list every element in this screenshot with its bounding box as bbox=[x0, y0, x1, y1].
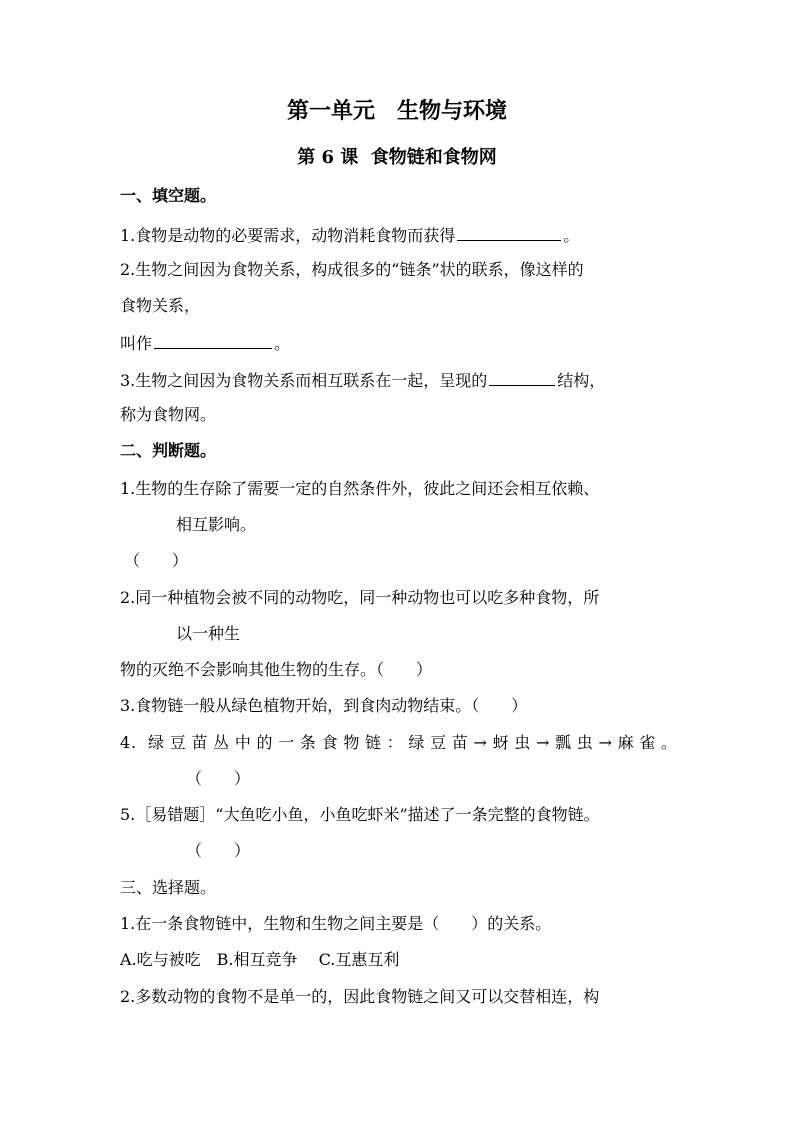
choice-question-1: 1.在一条食物链中，生物和生物之间主要是（ ）的关系。 bbox=[120, 914, 552, 933]
fill-question-3-line-2: 称为食物网。 bbox=[120, 405, 217, 424]
judge-question-5-answer[interactable]: （ ） bbox=[186, 841, 251, 860]
question-text: 3.生物之间因为食物关系而相互联系在一起，呈现的 bbox=[120, 371, 488, 390]
question-text: 叫作 bbox=[120, 334, 153, 353]
question-text: 1.食物是动物的必要需求，动物消耗食物而获得 bbox=[120, 226, 456, 245]
fill-question-2-line-1: 2.生物之间因为食物关系，构成很多的“链条”状的联系，像这样的 bbox=[120, 260, 584, 279]
question-text-end: 。 bbox=[563, 226, 580, 245]
judge-question-2-line-2: 以一种生 bbox=[176, 624, 241, 643]
judge-question-4-line-1: 4. 绿豆苗丛中的一条食物链：绿豆苗→蚜虫→瓢虫→麻雀。 bbox=[120, 733, 678, 752]
section-heading-fill-blank: 一、填空题。 bbox=[120, 186, 217, 205]
judge-question-4-answer[interactable]: （ ） bbox=[186, 769, 251, 788]
answer-blank[interactable] bbox=[154, 330, 272, 349]
section-heading-choice: 三、选择题。 bbox=[120, 878, 217, 897]
judge-question-2-line-1: 2.同一种植物会被不同的动物吃，同一种动物也可以吃多种食物，所 bbox=[120, 588, 600, 607]
question-text-end: 。 bbox=[274, 334, 291, 353]
judge-question-5-line-1: 5.［易错题］“大鱼吃小鱼，小鱼吃虾米”描述了一条完整的食物链。 bbox=[120, 805, 600, 824]
section-heading-judgement: 二、判断题。 bbox=[120, 441, 217, 460]
question-text-end: 结构， bbox=[557, 371, 606, 390]
choice-question-2-line-1: 2.多数动物的食物不是单一的，因此食物链之间又可以交替相连，构 bbox=[120, 987, 600, 1006]
lesson-title: 第 6 课 食物链和食物网 bbox=[297, 147, 497, 168]
page-title: 第一单元 生物与环境 bbox=[286, 98, 507, 124]
choice-question-1-options[interactable]: A.吃与被吃 B.相互竞争 C.互惠互利 bbox=[120, 950, 400, 969]
judge-question-1-answer[interactable]: （ ） bbox=[124, 551, 189, 570]
fill-question-3-line-1 bbox=[120, 367, 605, 393]
answer-blank[interactable] bbox=[489, 367, 555, 386]
fill-question-2-line-3 bbox=[120, 330, 290, 356]
judge-question-1-line-2: 相互影响。 bbox=[176, 515, 257, 534]
answer-blank[interactable] bbox=[457, 222, 561, 241]
fill-question-1 bbox=[120, 222, 579, 248]
judge-question-3: 3.食物链一般从绿色植物开始，到食肉动物结束。（ ） bbox=[120, 696, 528, 715]
judge-question-2-line-3: 物的灭绝不会影响其他生物的生存。（ ） bbox=[120, 660, 433, 679]
judge-question-1-line-1: 1.生物的生存除了需要一定的自然条件外，彼此之间还会相互依赖、 bbox=[120, 479, 600, 498]
fill-question-2-line-2: 食物关系， bbox=[120, 296, 201, 315]
